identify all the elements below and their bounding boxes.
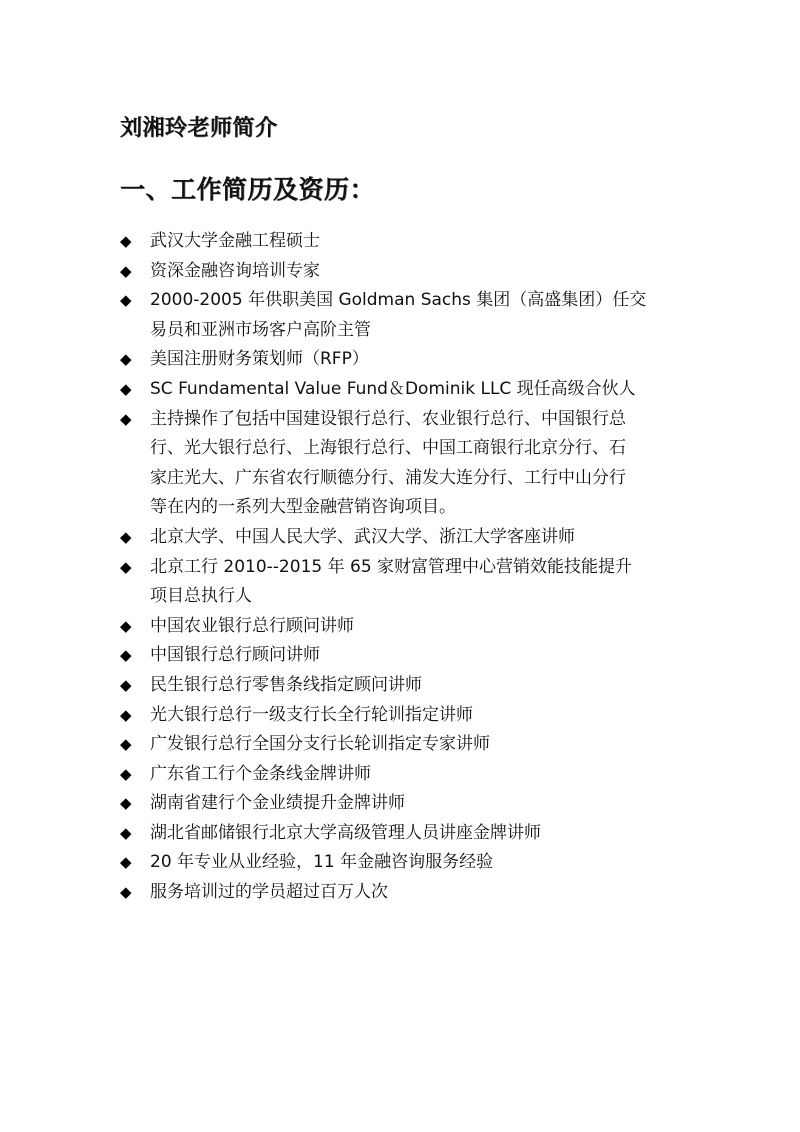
black-diamond-icon: ◆ xyxy=(120,675,132,694)
list-item xyxy=(120,878,700,908)
black-diamond-icon: ◆ xyxy=(120,350,132,369)
list-item-text: 资深金融咨询培训专家 xyxy=(150,260,320,281)
black-diamond-icon: ◆ xyxy=(120,794,132,813)
list-item xyxy=(120,257,700,287)
black-diamond-icon: ◆ xyxy=(120,527,132,546)
list-item xyxy=(120,848,700,878)
list-item xyxy=(120,553,700,612)
black-diamond-icon: ◆ xyxy=(120,379,132,398)
list-item xyxy=(120,641,700,671)
page-title: 刘湘玲老师简介 xyxy=(120,116,278,141)
black-diamond-icon: ◆ xyxy=(120,853,132,872)
list-item-text: 服务培训过的学员超过百万人次 xyxy=(150,882,388,903)
black-diamond-icon: ◆ xyxy=(120,409,132,428)
list-item-text: 广发银行总行全国分支行长轮训指定专家讲师 xyxy=(150,734,490,755)
list-item-text: 民生银行总行零售条线指定顾问讲师 xyxy=(150,674,422,695)
black-diamond-icon: ◆ xyxy=(120,616,132,635)
list-item xyxy=(120,345,700,375)
list-item xyxy=(120,730,700,760)
list-item-text: 中国农业银行总行顾问讲师 xyxy=(150,615,354,636)
list-item-text: 美国注册财务策划师（RFP） xyxy=(150,349,369,370)
list-item xyxy=(120,227,700,257)
list-item xyxy=(120,286,700,345)
bullet-list xyxy=(120,227,700,908)
black-diamond-icon: ◆ xyxy=(120,735,132,754)
black-diamond-icon: ◆ xyxy=(120,646,132,665)
list-item xyxy=(120,523,700,553)
list-item xyxy=(120,760,700,790)
black-diamond-icon: ◆ xyxy=(120,764,132,783)
section-heading: 一、工作简历及资历： xyxy=(120,175,376,204)
list-item-text: 2000-2005 年供职美国 Goldman Sachs 集团（高盛集团）任交 易员和亚洲市场客户高阶主管 xyxy=(150,290,647,340)
list-item-text: 主持操作了包括中国建设银行总行、农业银行总行、中国银行总 行、光大银行总行、上海银行总行、中国工商银行北京分行、石 家庄光大、广东省农行顺德分行、浦发大连分行、工行中山分行 等在内的一系列大型金融营销咨询项目。 xyxy=(150,408,626,518)
list-item-text: 中国银行总行顾问讲师 xyxy=(150,645,320,666)
list-item-text: 北京工行 2010--2015 年 65 家财富管理中心营销效能技能提升 项目总执行人 xyxy=(150,556,633,607)
black-diamond-icon: ◆ xyxy=(120,557,132,576)
list-item-text: 北京大学、中国人民大学、武汉大学、浙江大学客座讲师 xyxy=(150,526,575,547)
list-item-text: 湖北省邮储银行北京大学高级管理人员讲座金牌讲师 xyxy=(150,822,541,843)
black-diamond-icon: ◆ xyxy=(120,705,132,724)
list-item xyxy=(120,789,700,819)
list-item xyxy=(120,612,700,642)
list-item-text: 武汉大学金融工程硕士 xyxy=(150,231,320,251)
black-diamond-icon: ◆ xyxy=(120,291,132,310)
list-item-text: SC Fundamental Value Fund＆Dominik LLC 现任高级合伙人 xyxy=(150,378,636,399)
black-diamond-icon: ◆ xyxy=(120,883,132,902)
black-diamond-icon: ◆ xyxy=(120,823,132,842)
list-item-text: 湖南省建行个金业绩提升金牌讲师 xyxy=(150,793,405,814)
list-item xyxy=(120,405,700,523)
list-item xyxy=(120,375,700,405)
black-diamond-icon: ◆ xyxy=(120,261,132,280)
list-item-text: 20 年专业从业经验，11 年金融咨询服务经验 xyxy=(150,852,494,873)
list-item xyxy=(120,701,700,731)
black-diamond-icon: ◆ xyxy=(120,232,132,250)
list-item xyxy=(120,671,700,701)
list-item xyxy=(120,819,700,849)
list-item-text: 光大银行总行一级支行长全行轮训指定讲师 xyxy=(150,704,473,725)
list-item-text: 广东省工行个金条线金牌讲师 xyxy=(150,763,371,784)
